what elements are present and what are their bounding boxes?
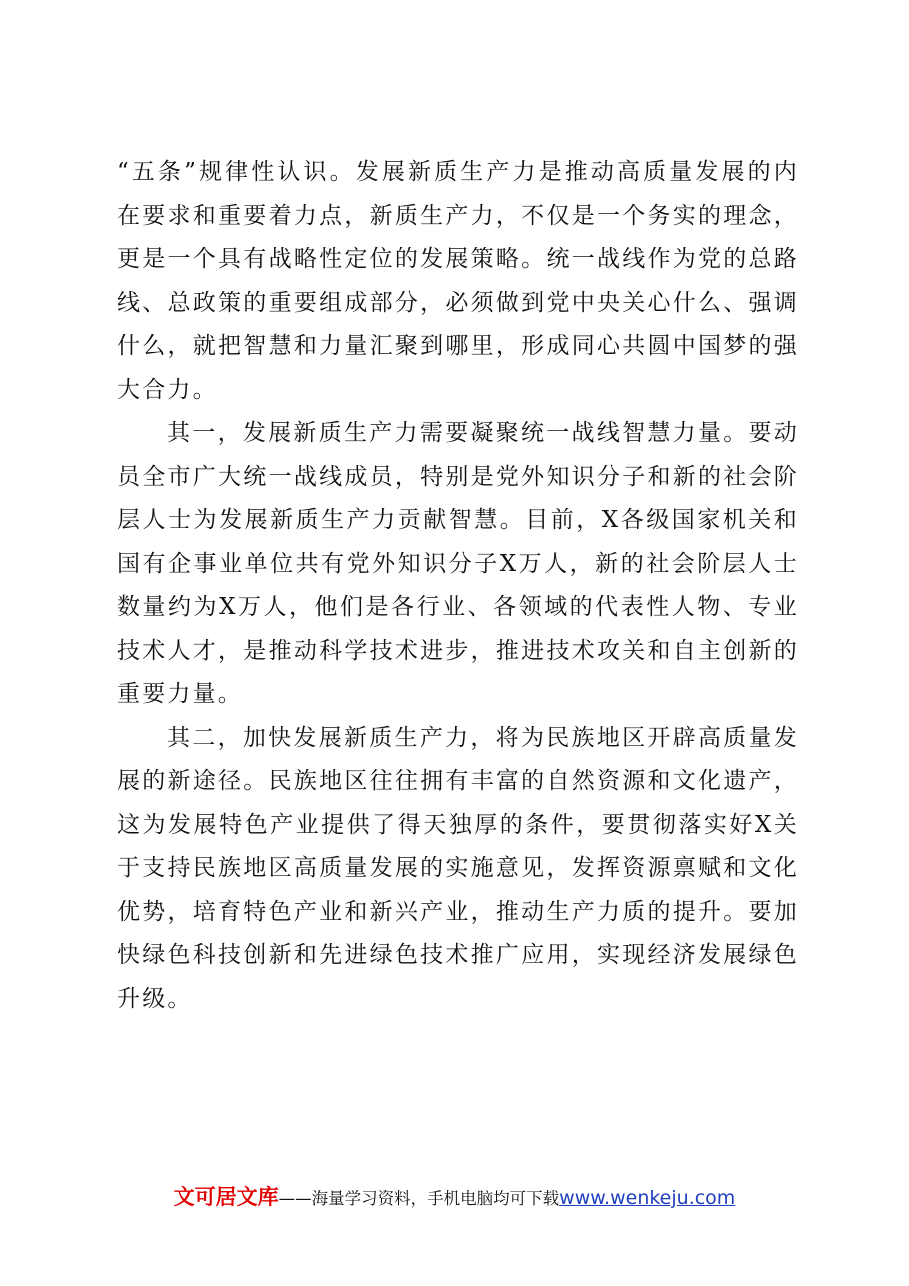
body-paragraph-first-point: 其一，发展新质生产力需要凝聚统一战线智慧力量。要动员全市广大统一战线成员，特别是党外知识分子和新的社会阶层人士为发展新质生产力贡献智慧。目前，X各级国家机关和国有企事业单位共有党外知识分子X万人，新的社会阶层人士数量约为X万人，他们是各行业、各领域的代表性人物、专业技术人才，是推动科学技术进步，推进技术攻关和自主创新的重要力量。	[117, 420, 799, 707]
page-footer	[0, 1181, 909, 1211]
body-paragraph-second-point: 其二，加快发展新质生产力，将为民族地区开辟高质量发展的新途径。民族地区往往拥有丰富的自然资源和文化遗产，这为发展特色产业提供了得天独厚的条件，要贯彻落实好X关于支持民族地区高质量发展的实施意见，发挥资源禀赋和文化优势，培育特色产业和新兴产业，推动生产力质的提升。要加快绿色科技创新和先进绿色技术推广应用，实现经济发展绿色升级。	[117, 724, 799, 1012]
footer-brand: 文可居文库	[173, 1185, 279, 1209]
document-body	[117, 151, 799, 1021]
body-paragraph-continued: “五条”规律性认识。发展新质生产力是推动高质量发展的内在要求和重要着力点，新质生产力，不仅是一个务实的理念，更是一个具有战略性定位的发展策略。统一战线作为党的总路线、总政策的重要组成部分，必须做到党中央关心什么、强调什么，就把智慧和力量汇聚到哪里，形成同心共圆中国梦的强大合力。	[117, 159, 799, 403]
footer-tagline: ——海量学习资料，手机电脑均可下载	[278, 1189, 560, 1208]
footer-website-link[interactable]: www.wenkeju.com	[559, 1187, 736, 1209]
